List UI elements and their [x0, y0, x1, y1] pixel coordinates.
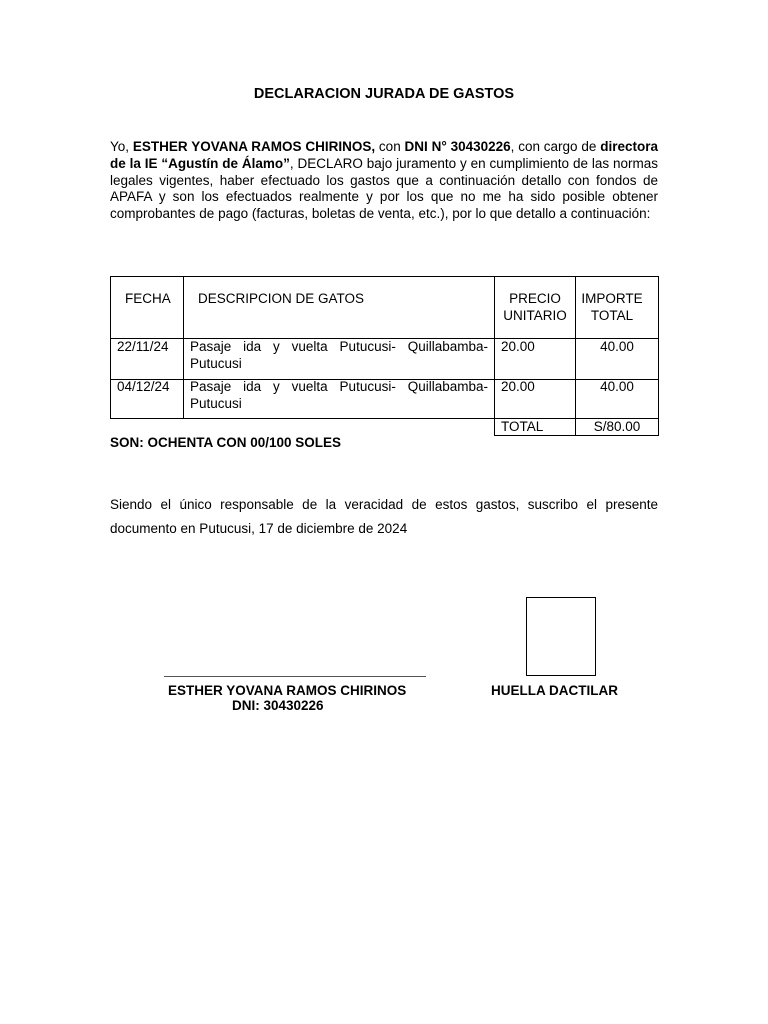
declaration-text-3: , con cargo de — [510, 139, 601, 154]
row2-fecha: 04/12/24 — [117, 379, 170, 394]
total-value: S/80.00 — [593, 419, 641, 434]
column-header-fecha: FECHA — [125, 291, 171, 306]
declaration-paragraph — [110, 139, 658, 223]
row1-precio: 20.00 — [501, 339, 535, 354]
header-cell-fecha — [110, 276, 184, 339]
declarant-name: ESTHER YOVANA RAMOS CHIRINOS, — [132, 139, 376, 154]
row1-importe: 40.00 — [600, 339, 634, 354]
total-label: TOTAL — [501, 419, 544, 434]
fingerprint-label: HUELLA DACTILAR — [491, 683, 618, 698]
row1-fecha: 22/11/24 — [117, 339, 169, 354]
document-title: DECLARACION JURADA DE GASTOS — [253, 86, 515, 102]
column-header-precio — [494, 291, 576, 324]
declaration-text-4: , DECLARO bajo juramento y en cumplimiento de las normas legales vigentes, haber efectuado los gastos que a continuación detallo con fondos de APAFA y son los efectuados realmente y por los que no me ha sido posible obtener comprobantes de pago (facturas, boletas de venta, etc.), por lo que detallo a continuación: — [110, 155, 658, 222]
declaration-text-1: Yo, — [110, 139, 133, 154]
column-header-importe-line2: TOTAL — [590, 307, 634, 323]
column-header-precio-line2: UNITARIO — [503, 307, 567, 323]
closing-statement: Siendo el único responsable de la veracidad de estos gastos, suscribo el presente documento en Putucusi, 17 de diciembre de 2024 — [110, 497, 658, 536]
declarant-role: directora de la IE “Agustín de Álamo” — [110, 139, 659, 171]
signature-line — [164, 676, 426, 677]
row2-importe: 40.00 — [600, 379, 634, 394]
amount-in-words: SON: OCHENTA CON 00/100 SOLES — [110, 435, 342, 450]
column-header-precio-line1: PRECIO — [509, 291, 561, 306]
signatory-dni: DNI: 30430226 — [232, 698, 324, 713]
column-header-importe-line1: IMPORTE — [581, 291, 643, 306]
signatory-name: ESTHER YOVANA RAMOS CHIRINOS — [168, 683, 407, 698]
declaration-text-2: con — [375, 139, 405, 154]
row2-descripcion: Pasaje ida y vuelta Putucusi- Quillabamba-Putucusi — [190, 379, 488, 411]
declarant-dni: DNI N° 30430226 — [404, 139, 511, 154]
column-header-descripcion: DESCRIPCION DE GATOS — [198, 291, 365, 306]
row1-descripcion: Pasaje ida y vuelta Putucusi- Quillabamba-Putucusi — [190, 339, 488, 371]
header-cell-descripcion — [183, 276, 495, 339]
row2-precio: 20.00 — [501, 379, 535, 394]
column-header-importe — [575, 291, 649, 324]
fingerprint-box — [526, 597, 596, 676]
